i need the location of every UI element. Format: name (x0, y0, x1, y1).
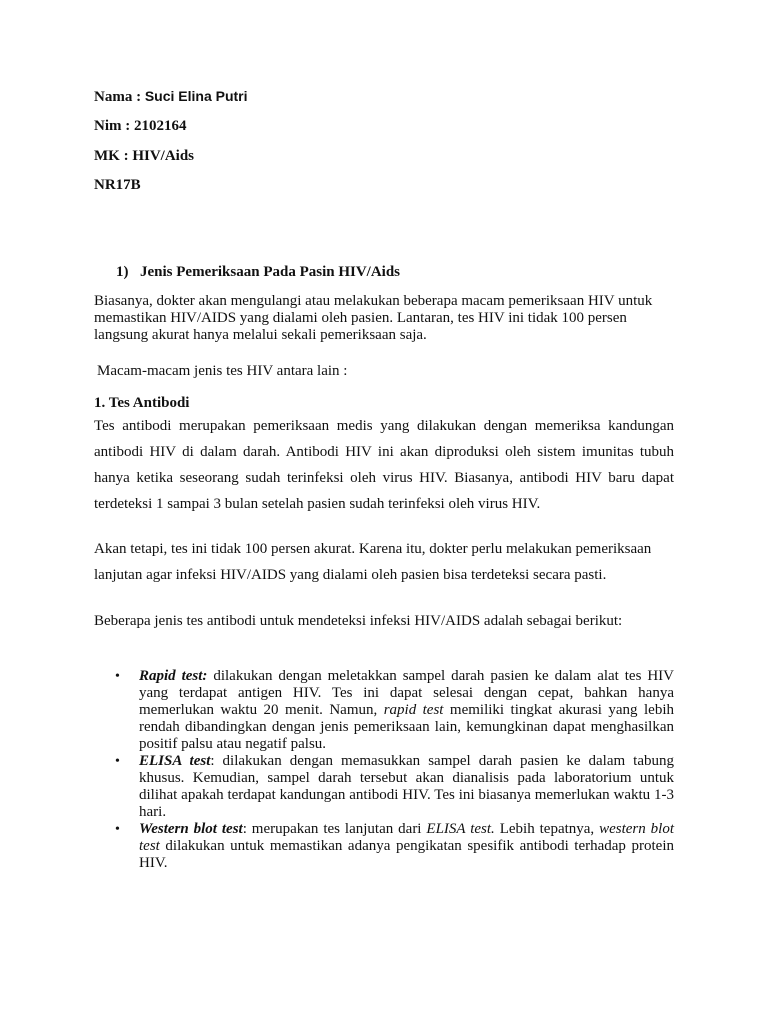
rapid-test-italic: rapid test (383, 702, 444, 718)
elisa-test-term: ELISA test (139, 753, 211, 769)
list-item-rapid-test (112, 668, 674, 753)
section-title: Jenis Pemeriksaan Pada Pasin HIV/Aids (140, 264, 401, 280)
antibody-test-list (112, 668, 674, 872)
western-blot-italic-elisa: ELISA test. (426, 821, 495, 837)
tes-antibodi-paragraph-1: Tes antibodi merupakan pemeriksaan medis yang dilakukan dengan memeriksa kandungan antibodi HIV di dalam darah. Antibodi HIV ini akan diproduksi oleh sistem imunitas tubuh hanya ketika seseorang sudah terinfeksi oleh virus HIV. Biasanya, antibodi HIV baru dapat terdeteksi 1 sampai 3 bulan setelah pasien sudah terinfeksi oleh virus HIV. (94, 418, 674, 512)
bullet-icon: • (115, 669, 120, 684)
name-label: Nama : (94, 89, 145, 105)
class-code: NR17B (94, 177, 141, 193)
list-item-western-blot-test (112, 821, 674, 872)
rapid-test-text-a: dilakukan dengan meletakkan sampel darah pasien ke dalam alat tes HIV yang terdapat antigen HIV. Tes ini dapat selesai dengan cepat, bahkan hanya memerlukan waktu 20 menit. Namun, (139, 668, 675, 718)
intro-paragraph: Biasanya, dokter akan mengulangi atau melakukan beberapa macam pemeriksaan HIV untuk memastikan HIV/AIDS yang dialami oleh pasien. Lantaran, tes HIV ini tidak 100 persen langsung akurat hanya melalui sekali pemeriksaan saja. (94, 293, 653, 343)
list-intro: Macam-macam jenis tes HIV antara lain : (97, 363, 348, 379)
tes-antibodi-paragraph-2: Akan tetapi, tes ini tidak 100 persen akurat. Karena itu, dokter perlu melakukan pemeriksaan lanjutan agar infeksi HIV/AIDS yang dialami oleh pasien bisa terdeteksi secara pasti. (94, 541, 652, 583)
western-blot-text-a: : merupakan tes lanjutan dari (242, 821, 427, 837)
name-value: Suci Elina Putri (144, 88, 248, 104)
section-number: 1) (116, 264, 129, 280)
student-nim: Nim : 2102164 (94, 118, 187, 134)
course-name: MK : HIV/Aids (94, 148, 195, 164)
tes-antibodi-heading: 1. Tes Antibodi (94, 395, 190, 411)
elisa-test-text: : dilakukan dengan memasukkan sampel darah pasien ke dalam tabung khusus. Kemudian, sampel darah tersebut akan dianalisis pada laboratorium untuk dilihat apakah terdapat kandungan antibodi HIV. Tes ini biasanya memerlukan waktu 1-3 hari. (139, 753, 675, 820)
bullet-icon: • (115, 822, 120, 837)
list-item-elisa-test (112, 753, 674, 821)
rapid-test-term: Rapid test: (139, 668, 208, 684)
western-blot-text-c: dilakukan untuk memastikan adanya pengikatan spesifik antibodi terhadap protein HIV. (139, 838, 674, 871)
western-blot-italic-term: western blot test (139, 821, 675, 854)
western-blot-term: Western blot test (139, 821, 243, 837)
bullet-icon: • (115, 754, 120, 769)
tes-antibodi-paragraph-3: Beberapa jenis tes antibodi untuk mendeteksi infeksi HIV/AIDS adalah sebagai berikut: (94, 613, 623, 629)
student-name-line (94, 88, 248, 106)
rapid-test-text-b: memiliki tingkat akurasi yang lebih rendah dibandingkan dengan jenis pemeriksaan lain, kemungkinan dapat menghasilkan positif palsu atau negatif palsu. (139, 702, 674, 752)
western-blot-text-b: Lebih tepatnya, (494, 821, 600, 837)
